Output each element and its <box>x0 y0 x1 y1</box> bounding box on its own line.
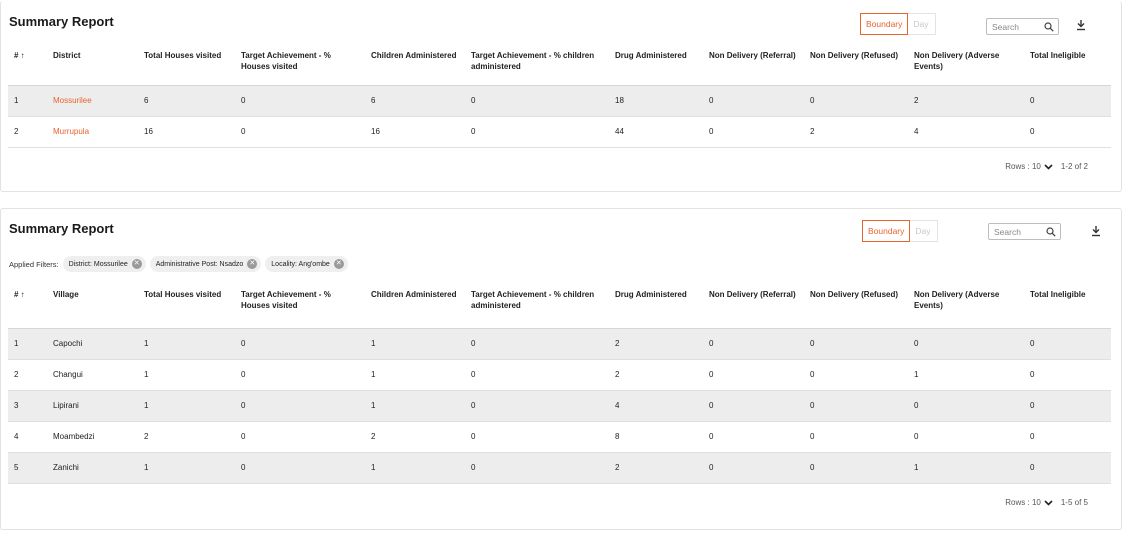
download-icon[interactable] <box>1076 19 1086 31</box>
column-header-ineligible: Total Ineligible <box>1030 290 1086 299</box>
table-cell: 3 <box>14 401 19 410</box>
table-cell: 0 <box>471 401 476 410</box>
close-circle-icon[interactable]: ✕ <box>334 259 344 269</box>
column-header-target-houses: Target Achievement - % Houses visited <box>241 290 331 310</box>
table-cell: 1 <box>914 463 919 472</box>
table-cell: 8 <box>615 432 620 441</box>
village-name-cell: Moambedzi <box>53 432 95 441</box>
rows-per-page-label[interactable]: Rows : 10 <box>1005 162 1041 171</box>
rows-per-page-label[interactable]: Rows : 10 <box>1005 498 1041 507</box>
table-cell: 1 <box>371 401 376 410</box>
table-row <box>8 359 1111 390</box>
column-header-total-houses: Total Houses visited <box>144 51 222 60</box>
table-cell: 0 <box>241 96 246 105</box>
filter-chip-label: Administrative Post: Nsadzo <box>155 260 244 268</box>
page-title: Summary Report <box>9 221 114 236</box>
table-cell: 0 <box>810 463 815 472</box>
column-header-children: Children Administered <box>371 51 457 60</box>
table-cell: 0 <box>810 432 815 441</box>
table-cell: 16 <box>371 127 380 136</box>
district-summary-table <box>8 47 1111 148</box>
column-header-adverse: Non Delivery (Adverse Events) <box>914 51 1000 71</box>
close-circle-icon[interactable]: ✕ <box>247 259 257 269</box>
table-cell: 0 <box>471 463 476 472</box>
column-header-village: Village <box>53 290 79 299</box>
table-row <box>8 116 1111 147</box>
filter-chip-locality <box>265 256 348 272</box>
boundary-toggle-button[interactable]: Boundary <box>860 13 908 35</box>
table-cell: 0 <box>709 127 714 136</box>
table-cell: 2 <box>371 432 376 441</box>
table-cell: 1 <box>14 339 19 348</box>
filter-chip-label: Locality: Ang'ombe <box>271 260 330 268</box>
search-icon[interactable] <box>1046 227 1056 237</box>
column-header-ineligible: Total Ineligible <box>1030 51 1086 60</box>
district-link[interactable]: Mossurilee <box>53 96 92 105</box>
table-cell: 0 <box>1030 370 1035 379</box>
column-header-adverse: Non Delivery (Adverse Events) <box>914 290 1000 310</box>
table-row <box>8 328 1111 359</box>
table-cell: 1 <box>371 370 376 379</box>
table-cell: 0 <box>1030 432 1035 441</box>
page-range: 1-5 of 5 <box>1060 498 1088 507</box>
table-cell: 16 <box>144 127 153 136</box>
table-cell: 0 <box>914 401 919 410</box>
pagination <box>1005 498 1088 507</box>
page-title: Summary Report <box>9 14 114 29</box>
search-input[interactable] <box>988 223 1061 240</box>
day-toggle-button[interactable]: Day <box>910 220 938 242</box>
column-header-refused: Non Delivery (Refused) <box>810 290 899 299</box>
column-header-refused: Non Delivery (Refused) <box>810 51 899 60</box>
column-header-total-houses: Total Houses visited <box>144 290 222 299</box>
table-cell: 4 <box>615 401 620 410</box>
table-cell: 0 <box>709 401 714 410</box>
column-header-target-children: Target Achievement - % children administered <box>471 51 595 71</box>
table-cell: 1 <box>144 463 149 472</box>
close-circle-icon[interactable]: ✕ <box>132 259 142 269</box>
table-cell: 1 <box>14 96 19 105</box>
table-cell: 0 <box>709 370 714 379</box>
table-cell: 0 <box>810 401 815 410</box>
table-cell: 0 <box>241 370 246 379</box>
column-header-referral: Non Delivery (Referral) <box>709 290 796 299</box>
village-name-cell: Capochi <box>53 339 83 348</box>
search-input[interactable] <box>986 18 1059 35</box>
filter-chip-administrative-post <box>150 256 262 272</box>
table-cell: 1 <box>371 339 376 348</box>
district-link[interactable]: Murrupula <box>53 127 90 136</box>
boundary-toggle-button[interactable]: Boundary <box>862 220 910 242</box>
table-cell: 4 <box>14 432 19 441</box>
search-icon[interactable] <box>1044 22 1054 32</box>
view-toggle <box>862 220 938 242</box>
table-cell: 2 <box>615 463 620 472</box>
village-name-cell: Zanichi <box>53 463 79 472</box>
table-cell: 2 <box>14 370 19 379</box>
pagination <box>1005 162 1088 171</box>
table-cell: 2 <box>144 432 149 441</box>
summary-report-card-village <box>0 208 1122 530</box>
table-cell: 6 <box>371 96 376 105</box>
table-cell: 0 <box>471 339 476 348</box>
chevron-down-icon[interactable] <box>1044 164 1053 170</box>
filter-chip-district <box>63 256 146 272</box>
table-cell: 0 <box>1030 339 1035 348</box>
table-cell: 0 <box>471 127 476 136</box>
table-cell: 1 <box>144 401 149 410</box>
table-cell: 0 <box>914 432 919 441</box>
table-cell: 0 <box>241 463 246 472</box>
table-cell: 2 <box>14 127 19 136</box>
table-cell: 44 <box>615 127 624 136</box>
table-header-row <box>8 290 1111 328</box>
table-cell: 4 <box>914 127 919 136</box>
filter-chip-label: District: Mossurilee <box>68 260 128 268</box>
table-header-row <box>8 47 1111 85</box>
day-toggle-button[interactable]: Day <box>908 13 936 35</box>
table-cell: 0 <box>709 463 714 472</box>
column-header-drug: Drug Administered <box>615 51 687 60</box>
table-row <box>8 452 1111 483</box>
search-placeholder: Search <box>992 22 1019 32</box>
page-range: 1-2 of 2 <box>1060 162 1088 171</box>
chevron-down-icon[interactable] <box>1044 500 1053 506</box>
table-cell: 0 <box>1030 127 1035 136</box>
table-cell: 0 <box>914 339 919 348</box>
table-cell: 18 <box>615 96 624 105</box>
table-cell: 0 <box>1030 96 1035 105</box>
table-cell: 0 <box>241 339 246 348</box>
village-summary-table <box>8 290 1111 484</box>
table-cell: 5 <box>14 463 19 472</box>
table-cell: 0 <box>241 401 246 410</box>
table-cell: 1 <box>371 463 376 472</box>
summary-report-card-district <box>0 1 1122 192</box>
table-cell: 0 <box>810 339 815 348</box>
table-cell: 0 <box>241 432 246 441</box>
table-cell: 0 <box>709 96 714 105</box>
table-cell: 0 <box>241 127 246 136</box>
village-name-cell: Changui <box>53 370 83 379</box>
table-cell: 0 <box>810 96 815 105</box>
table-row <box>8 421 1111 452</box>
table-cell: 0 <box>471 370 476 379</box>
table-cell: 0 <box>471 96 476 105</box>
table-cell: 1 <box>144 339 149 348</box>
column-header-target-houses: Target Achievement - % Houses visited <box>241 51 331 71</box>
table-cell: 6 <box>144 96 149 105</box>
table-cell: 2 <box>914 96 919 105</box>
applied-filters <box>9 256 352 272</box>
table-cell: 0 <box>810 370 815 379</box>
applied-filters-label: Applied Filters: <box>9 259 59 269</box>
table-cell: 0 <box>709 432 714 441</box>
column-header-drug: Drug Administered <box>615 290 687 299</box>
table-cell: 0 <box>709 339 714 348</box>
table-cell: 1 <box>914 370 919 379</box>
table-cell: 2 <box>615 339 620 348</box>
column-header-target-children: Target Achievement - % children administered <box>471 290 595 310</box>
table-row <box>8 390 1111 421</box>
table-cell: 2 <box>810 127 815 136</box>
table-cell: 0 <box>1030 463 1035 472</box>
view-toggle <box>860 13 936 35</box>
table-cell: 1 <box>144 370 149 379</box>
village-name-cell: Lipirani <box>53 401 79 410</box>
search-placeholder: Search <box>994 227 1021 237</box>
column-header-index[interactable]: # ↑ <box>14 290 25 299</box>
table-row <box>8 85 1111 116</box>
column-header-index[interactable]: # ↑ <box>14 51 25 60</box>
download-icon[interactable] <box>1091 225 1101 237</box>
table-cell: 0 <box>1030 401 1035 410</box>
column-header-district: District <box>53 51 81 60</box>
column-header-referral: Non Delivery (Referral) <box>709 51 796 60</box>
table-cell: 2 <box>615 370 620 379</box>
column-header-children: Children Administered <box>371 290 457 299</box>
table-cell: 0 <box>471 432 476 441</box>
